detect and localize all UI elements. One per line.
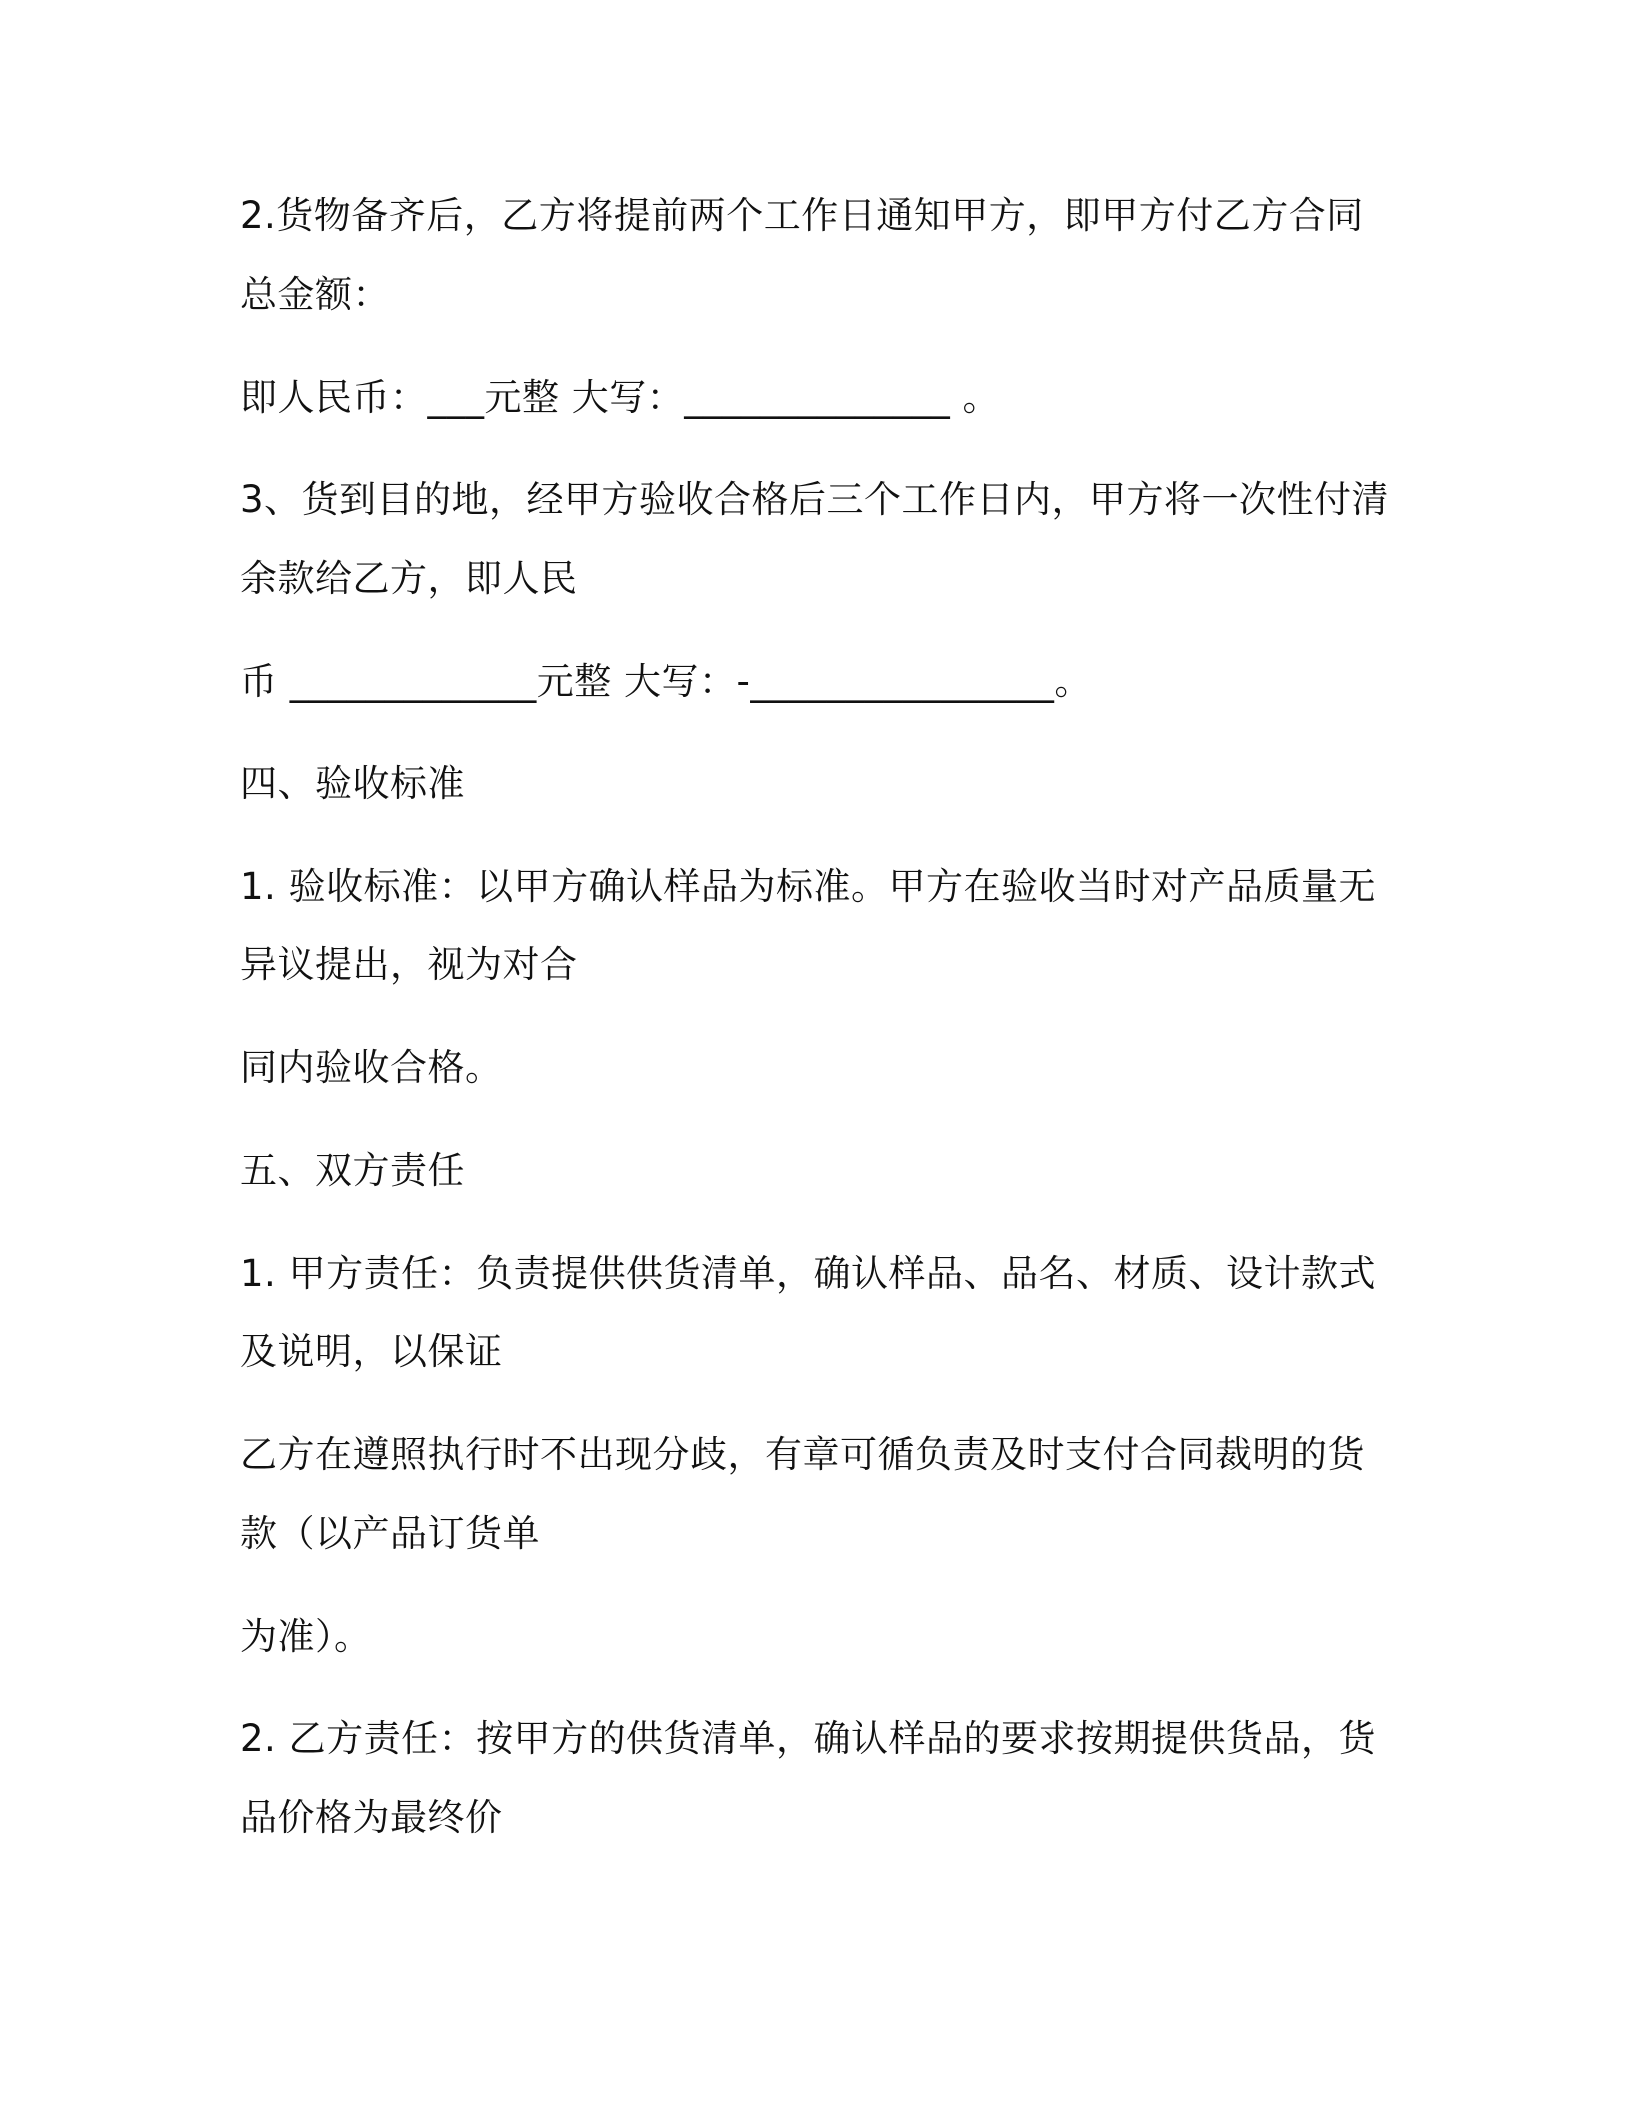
- text-line: 总金额：: [240, 273, 390, 316]
- text-line: 品价格为最终价: [240, 1796, 503, 1839]
- text-line: 2. 乙方责任：按甲方的供货清单，确认样品的要求按期提供货品，货: [240, 1717, 1377, 1760]
- section-heading: 五、双方责任: [240, 1149, 465, 1192]
- text-line: 币 _____________元整 大写：-________________。: [240, 660, 1092, 703]
- text-line: 同内验收合格。: [240, 1046, 503, 1089]
- text-line: 款（以产品订货单: [240, 1512, 540, 1555]
- text-line: 即人民币：___元整 大写：______________ 。: [240, 376, 1001, 419]
- text-line: 及说明，以保证: [240, 1330, 503, 1373]
- text-line: 2.货物备齐后，乙方将提前两个工作日通知甲方，即甲方付乙方合同: [240, 194, 1364, 237]
- text-line: 异议提出，视为对合: [240, 943, 578, 986]
- text-line: 乙方在遵照执行时不出现分歧，有章可循负责及时支付合同裁明的货: [240, 1433, 1365, 1476]
- text-line: 1. 甲方责任：负责提供供货清单，确认样品、品名、材质、设计款式: [240, 1252, 1377, 1295]
- text-line: 1. 验收标准：以甲方确认样品为标准。甲方在验收当时对产品质量无: [240, 865, 1377, 908]
- text-line: 余款给乙方，即人民: [240, 557, 578, 600]
- text-line: 为准）。: [240, 1615, 372, 1658]
- text-line: 3、货到目的地，经甲方验收合格后三个工作日内，甲方将一次性付清: [240, 478, 1390, 521]
- section-heading: 四、验收标准: [240, 762, 465, 805]
